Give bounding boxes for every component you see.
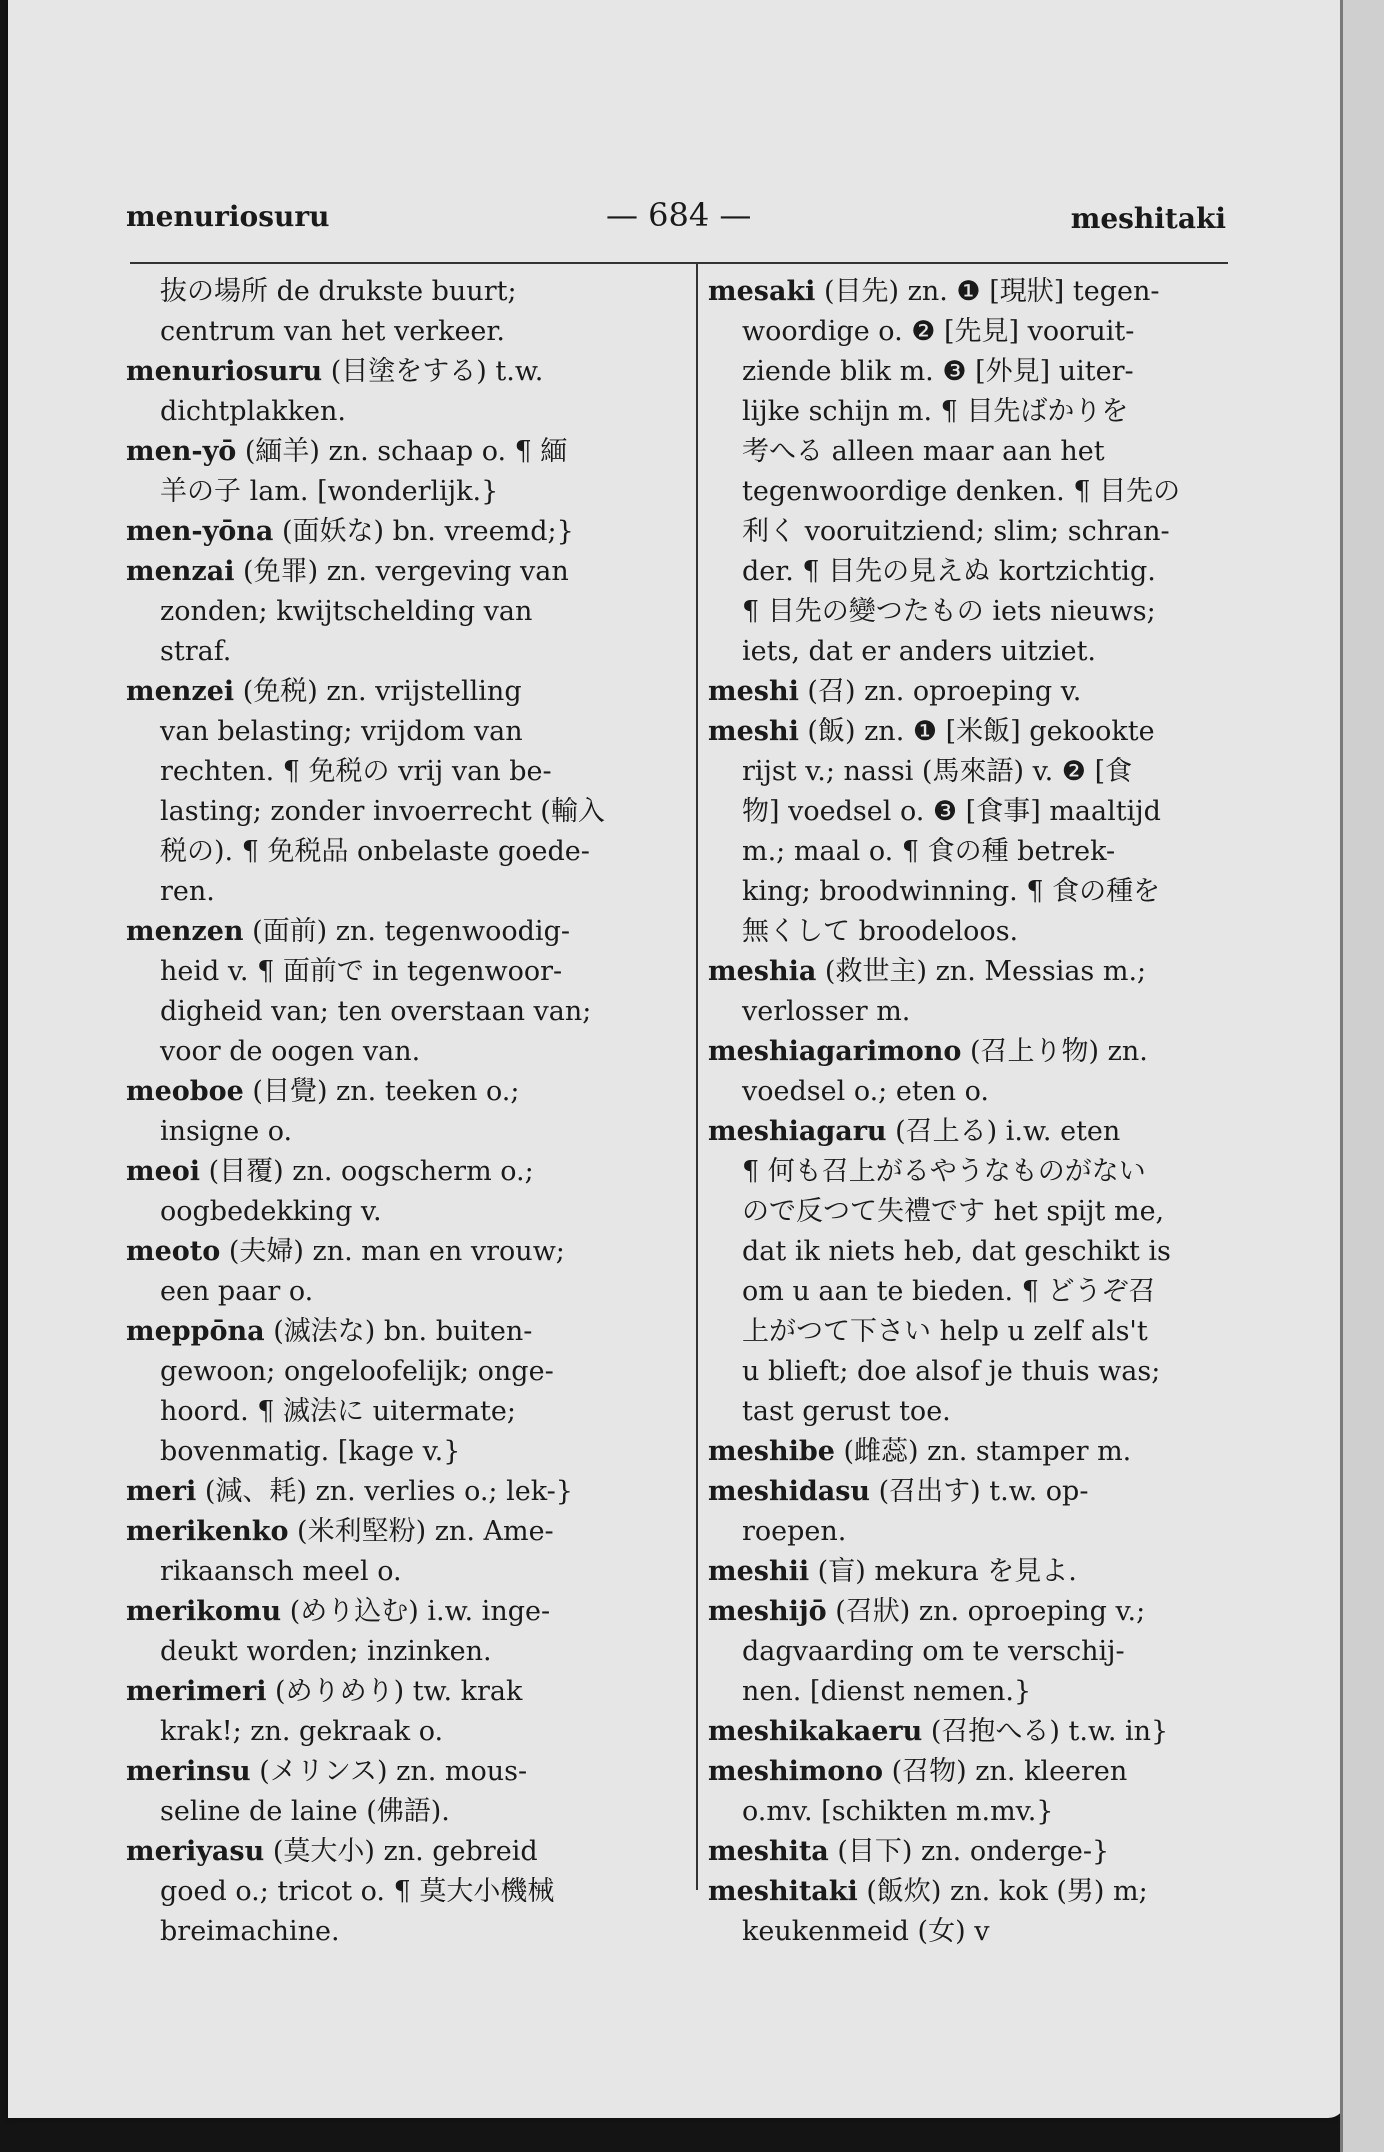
entry-line [126,1112,666,1152]
headword: meoto [126,1236,221,1267]
entry-text: (メリンス) zn. mous- [250,1756,528,1787]
headword: meshiagaru [708,1116,887,1147]
entry-text: digheid van; ten overstaan van; [160,996,592,1027]
headword: merikomu [126,1596,282,1627]
entry-text: (飯) zn. ❶ [米飯] gekookte [798,716,1155,747]
entry-text: dagvaarding om te verschij- [742,1636,1125,1667]
entry-text: u blieft; doe alsof je thuis was; [742,1356,1161,1387]
entry-line [708,312,1248,352]
entry-line [708,792,1248,832]
entry-line [708,1152,1248,1192]
entry-line [708,1912,1248,1952]
entry-line [708,272,1248,312]
headword: meppōna [126,1316,265,1347]
entry-text: lasting; zonder invoerrecht (輸入 [160,796,605,827]
right-column [708,272,1248,1952]
entry-line [126,432,666,472]
entry-text: (莫大小) zn. gebreid [264,1836,538,1867]
entry-text: (緬羊) zn. schaap o. ¶ 緬 [236,436,568,467]
entry-text: der. ¶ 目先の見えぬ kortzichtig. [742,556,1156,587]
entry-text: ziende blik m. ❸ [外見] uiter- [742,356,1134,387]
entry-text: ren. [160,876,215,907]
entry-text: seline de laine (佛語). [160,1796,450,1827]
headword: meoboe [126,1076,244,1107]
left-column [126,272,666,1952]
entry-line [126,1432,666,1472]
entry-text: (召上る) i.w. eten [886,1116,1121,1147]
headword: merikenko [126,1516,289,1547]
entry-line [126,752,666,792]
entry-line [126,312,666,352]
entry-line [126,1312,666,1352]
entry-text: voedsel o.; eten o. [742,1076,990,1107]
entry-text: (目先) zn. ❶ [現狀] tegen- [815,276,1160,307]
entry-line [126,392,666,432]
entry-text: 無くして broodeloos. [742,916,1019,947]
entry-line [708,1472,1248,1512]
entry-text: (召上り物) zn. [961,1036,1148,1067]
header-last-word: meshitaki [1070,202,1226,235]
headword: meshi [708,676,799,707]
entry-text: 羊の子 lam. [wonderlijk.} [160,476,499,507]
headword: menzai [126,556,235,587]
entry-line [126,832,666,872]
entry-line [708,392,1248,432]
entry-line [126,872,666,912]
entry-line [708,912,1248,952]
entry-text: een paar o. [160,1276,314,1307]
entry-text: tast gerust toe. [742,1396,951,1427]
entry-text: (盲) mekura を見よ. [809,1556,1077,1587]
entry-text: ので反つて失禮です het spijt me, [742,1196,1165,1227]
entry-text: ¶ 目先の變つたもの iets nieuws; [742,596,1156,627]
entry-text: 上がつて下さい help u zelf als't [742,1316,1148,1347]
entry-text: (救世主) zn. Messias m.; [816,956,1147,987]
entry-line [708,1192,1248,1232]
headword: meshimono [708,1756,884,1787]
headword: meshijō [708,1596,827,1627]
entry-text: (めり込む) i.w. inge- [281,1596,551,1627]
entry-text: (夫婦) zn. man en vrouw; [220,1236,565,1267]
headword: merimeri [126,1676,267,1707]
entry-line [126,1672,666,1712]
entry-line [708,832,1248,872]
entry-text: 考へる alleen maar aan het [742,436,1105,467]
header-first-word: menuriosuru [126,200,330,233]
entry-text: (召抱へる) t.w. in} [922,1716,1169,1747]
entry-text: (目覺) zn. teeken o.; [243,1076,520,1107]
dictionary-page [8,0,1346,2118]
entry-line [708,672,1248,712]
entry-text: (減、耗) zn. verlies o.; lek-} [196,1476,573,1507]
headword: merinsu [126,1756,251,1787]
entry-line [126,352,666,392]
entry-text: (飯炊) zn. kok (男) m; [857,1876,1148,1907]
entry-text: rikaansch meel o. [160,1556,402,1587]
entry-text: rechten. ¶ 免税の vrij van be- [160,756,552,787]
entry-line [126,272,666,312]
entry-line [708,592,1248,632]
entry-line [126,1472,666,1512]
entry-line [708,472,1248,512]
entry-line [126,632,666,672]
entry-line [708,1632,1248,1672]
entry-text: ¶ 何も召上がるやうなものがない [742,1156,1146,1187]
entry-line [708,1032,1248,1072]
entry-text: zonden; kwijtschelding van [160,596,533,627]
entry-line [126,1152,666,1192]
entry-line [126,1032,666,1072]
entry-line [126,1552,666,1592]
entry-text: krak!; zn. gekraak o. [160,1716,444,1747]
entry-text: (免罪) zn. vergeving van [234,556,569,587]
entry-line [126,1912,666,1952]
entry-text: 抜の場所 de drukste buurt; [160,276,517,307]
entry-line [126,1352,666,1392]
entry-line [126,1272,666,1312]
entry-text: deukt worden; inzinken. [160,1636,492,1667]
entry-text: insigne o. [160,1116,293,1147]
entry-text: (米利堅粉) zn. Ame- [288,1516,554,1547]
entry-text: dichtplakken. [160,396,346,427]
entry-text: rijst v.; nassi (馬來語) v. ❷ [食 [742,756,1133,787]
entry-text: (面妖な) bn. vreemd;} [273,516,574,547]
entry-line [708,1392,1248,1432]
entry-text: lijke schijn m. ¶ 目先ばかりを [742,396,1129,427]
entry-line [126,552,666,592]
entry-text: iets, dat er anders uitziet. [742,636,1097,667]
entry-line [126,792,666,832]
entry-text: woordige o. ❷ [先見] vooruit- [742,316,1135,347]
entry-line [126,1752,666,1792]
entry-text: (免税) zn. vrijstelling [234,676,522,707]
entry-text: gewoon; ongeloofelijk; onge- [160,1356,554,1387]
entry-text: (目塗をする) t.w. [322,356,544,387]
entry-line [708,1432,1248,1472]
entry-text: (召狀) zn. oproeping v.; [826,1596,1146,1627]
entry-text: (目覆) zn. oogscherm o.; [200,1156,534,1187]
entry-line [126,1632,666,1672]
entry-text: goed o.; tricot o. ¶ 莫大小機械 [160,1876,555,1907]
headword: meshita [708,1836,829,1867]
entry-line [708,1112,1248,1152]
headword: meshi [708,716,799,747]
entry-text: oogbedekking v. [160,1196,382,1227]
headword: meshitaki [708,1876,858,1907]
entry-line [708,712,1248,752]
headword: meriyasu [126,1836,265,1867]
entry-line [126,472,666,512]
headword: menuriosuru [126,356,323,387]
entry-line [126,912,666,952]
entry-line [126,672,666,712]
entry-line [708,552,1248,592]
entry-text: 利く vooruitziend; slim; schran- [742,516,1170,547]
entry-line [708,952,1248,992]
entry-line [708,632,1248,672]
column-divider [696,262,698,1890]
entry-line [126,512,666,552]
headword: meshii [708,1556,810,1587]
entry-line [708,1752,1248,1792]
entry-line [126,1712,666,1752]
headword: meshibe [708,1436,835,1467]
entry-line [708,352,1248,392]
entry-line [126,1832,666,1872]
entry-text: m.; maal o. ¶ 食の種 betrek- [742,836,1116,867]
headword: meshidasu [708,1476,871,1507]
entry-line [126,952,666,992]
entry-text: tegenwoordige denken. ¶ 目先の [742,476,1181,507]
entry-line [126,1192,666,1232]
entry-text: keukenmeid (女) v [742,1916,990,1947]
entry-text: o.mv. [schikten m.mv.} [742,1796,1054,1827]
entry-text: hoord. ¶ 滅法に uitermate; [160,1396,516,1427]
entry-text: van belasting; vrijdom van [160,716,523,747]
entry-line [126,1792,666,1832]
entry-text: heid v. ¶ 面前で in tegenwoor- [160,956,563,987]
header-rule [130,262,1228,264]
entry-text: (召) zn. oproeping v. [798,676,1082,707]
headword: meshia [708,956,817,987]
entry-text: om u aan te bieden. ¶ どうぞ召 [742,1276,1156,1307]
entry-line [708,872,1248,912]
entry-line [708,1352,1248,1392]
headword: menzei [126,676,235,707]
entry-text: roepen. [742,1516,847,1547]
entry-text: bovenmatig. [kage v.} [160,1436,461,1467]
entry-line [126,1392,666,1432]
entry-line [126,1512,666,1552]
page-number: — 684 — [606,196,752,234]
entry-line [708,1672,1248,1712]
entry-line [126,1232,666,1272]
entry-text: 物] voedsel o. ❸ [食事] maaltijd [742,796,1161,827]
entry-line [126,1872,666,1912]
entry-line [126,592,666,632]
entry-line [126,1592,666,1632]
headword: meri [126,1476,197,1507]
headword: meshikakaeru [708,1716,923,1747]
headword: meoi [126,1156,201,1187]
entry-text: (めりめり) tw. krak [266,1676,523,1707]
entry-text: (召出す) t.w. op- [870,1476,1089,1507]
entry-text: 税の). ¶ 免税品 onbelaste goede- [160,836,590,867]
entry-line [708,512,1248,552]
entry-line [708,752,1248,792]
entry-text: (召物) zn. kleeren [883,1756,1128,1787]
entry-text: king; broodwinning. ¶ 食の種を [742,876,1161,907]
entry-line [708,1312,1248,1352]
entry-line [708,1272,1248,1312]
headword: mesaki [708,276,816,307]
entry-text: (雌蕊) zn. stamper m. [834,1436,1132,1467]
entry-line [708,1232,1248,1272]
entry-text: breimachine. [160,1916,340,1947]
entry-text: (滅法な) bn. buiten- [264,1316,533,1347]
entry-line [126,992,666,1032]
running-header [126,196,1226,250]
entry-text: (目下) zn. onderge-} [828,1836,1110,1867]
entry-line [126,1072,666,1112]
entry-text: straf. [160,636,232,667]
entry-text: dat ik niets heb, dat geschikt is [742,1236,1171,1267]
headword: menzen [126,916,244,947]
entry-line [708,1072,1248,1112]
headword: men-yō [126,436,237,467]
entry-text: (面前) zn. tegenwoodig- [243,916,570,947]
entry-line [708,1592,1248,1632]
headword: meshiagarimono [708,1036,962,1067]
entry-line [708,1552,1248,1592]
entry-text: verlosser m. [742,996,911,1027]
headword: men-yōna [126,516,274,547]
entry-text: nen. [dienst nemen.} [742,1676,1032,1707]
entry-text: centrum van het verkeer. [160,316,505,347]
entry-line [708,1512,1248,1552]
entry-line [708,1832,1248,1872]
entry-line [708,1872,1248,1912]
entry-line [708,432,1248,472]
entry-line [708,1792,1248,1832]
entry-line [708,1712,1248,1752]
entry-line [126,712,666,752]
entry-line [708,992,1248,1032]
page-edge [1340,0,1384,2152]
entry-text: voor de oogen van. [160,1036,421,1067]
